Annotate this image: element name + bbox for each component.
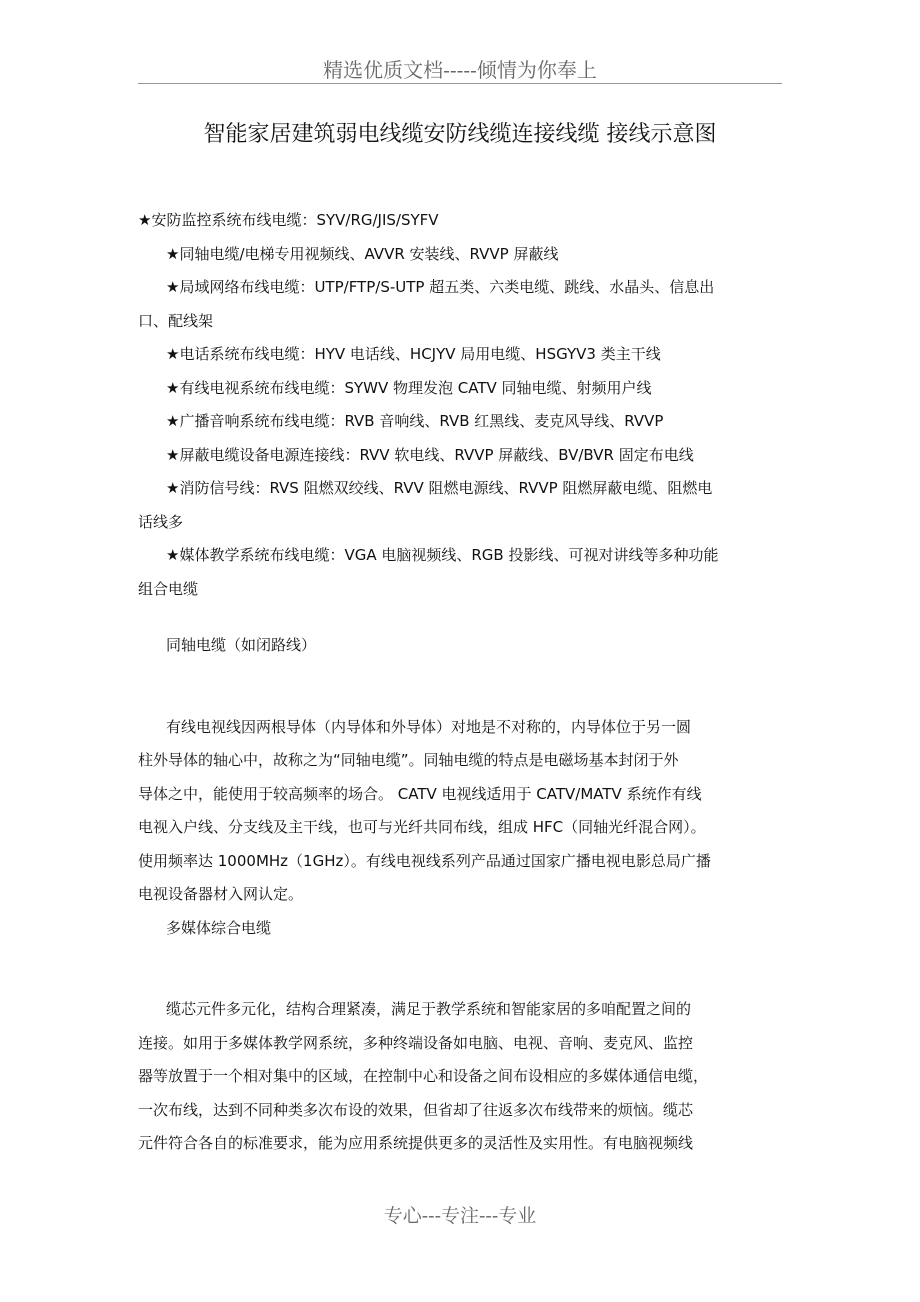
paragraph-line: 缆芯元件多元化，结构合理紧凑，满足于教学系统和智能家居的多咱配置之间的 (166, 1000, 692, 1018)
cable-list (138, 204, 788, 606)
paragraph-line: 导体之中，能使用于较高频率的场合。 CATV 电视线适用于 CATV/MATV 系统作有线 (138, 784, 702, 803)
list-item: ★局域网络布线电缆：UTP/FTP/S-UTP 超五类、六类电缆、跳线、水晶头、信息出 (166, 278, 715, 296)
page-footer: 专心---专注---专业 (383, 1205, 537, 1227)
paragraph-line: 器等放置于一个相对集中的区域，在控制中心和设备之间布设相应的多媒体通信电缆， (138, 1067, 709, 1085)
paragraph-line: 电视设备器材入网认定。 (138, 885, 304, 903)
section-heading-coaxial: 同轴电缆（如闭路线） (166, 636, 317, 654)
paragraph-line: 连接。如用于多媒体教学网系统，多种终端设备如电脑、电视、音响、麦克风、监控 (138, 1033, 694, 1052)
list-item: ★媒体教学系统布线电缆：VGA 电脑视频线、RGB 投影线、可视对讲线等多种功能 (166, 546, 719, 564)
coaxial-paragraph (138, 711, 788, 912)
paragraph-line: 有线电视线因两根导体（内导体和外导体）对地是不对称的，内导体位于另一圆 (166, 717, 692, 736)
list-item: ★安防监控系统布线电缆：SYV/RG/JIS/SYFV (138, 211, 439, 229)
list-item: 口、配线架 (138, 311, 214, 330)
document-title: 智能家居建筑弱电线缆安防线缆连接线缆 接线示意图 (203, 122, 717, 147)
paragraph-line: 使用频率达 1000MHz（1GHz）。有线电视线系列产品通过国家广播电视电影总局广播 (138, 851, 711, 870)
paragraph-line: 一次布线，达到不同种类多次布设的效果，但省却了往返多次布线带来的烦恼。缆芯 (138, 1100, 694, 1119)
paragraph-line: 电视入户线、分支线及主干线，也可与光纤共同布线，组成 HFC（同轴光纤混合网）。 (138, 818, 706, 836)
list-item: 话线多 (138, 512, 184, 531)
list-item: 组合电缆 (138, 579, 199, 598)
page-header: 精选优质文档-----倾情为你奉上 (323, 58, 597, 82)
list-item: ★屏蔽电缆设备电源连接线：RVV 软电线、RVVP 屏蔽线、BV/BVR 固定布电线 (166, 445, 694, 464)
list-item: ★广播音响系统布线电缆：RVB 音响线、RVB 红黑线、麦克风导线、RVVP (166, 412, 664, 430)
section-heading-multimedia: 多媒体综合电缆 (166, 918, 272, 937)
multimedia-paragraph (138, 993, 788, 1161)
list-item: ★同轴电缆/电梯专用视频线、AVVR 安装线、RVVP 屏蔽线 (166, 244, 559, 263)
list-item: ★消防信号线：RVS 阻燃双绞线、RVV 阻燃电源线、RVVP 阻燃屏蔽电缆、阻燃电 (166, 479, 713, 497)
header-divider (138, 83, 782, 84)
paragraph-line: 柱外导体的轴心中，故称之为“同轴电缆”。同轴电缆的特点是电磁场基本封闭于外 (138, 751, 679, 769)
list-item: ★电话系统布线电缆：HYV 电话线、HCJYV 局用电缆、HSGYV3 类主干线 (166, 345, 661, 363)
paragraph-line: 元件符合各自的标准要求，能为应用系统提供更多的灵活性及实用性。有电脑视频线 (138, 1134, 694, 1152)
document-body (138, 204, 788, 1161)
list-item: ★有线电视系统布线电缆：SYWV 物理发泡 CATV 同轴电缆、射频用户线 (166, 378, 652, 397)
